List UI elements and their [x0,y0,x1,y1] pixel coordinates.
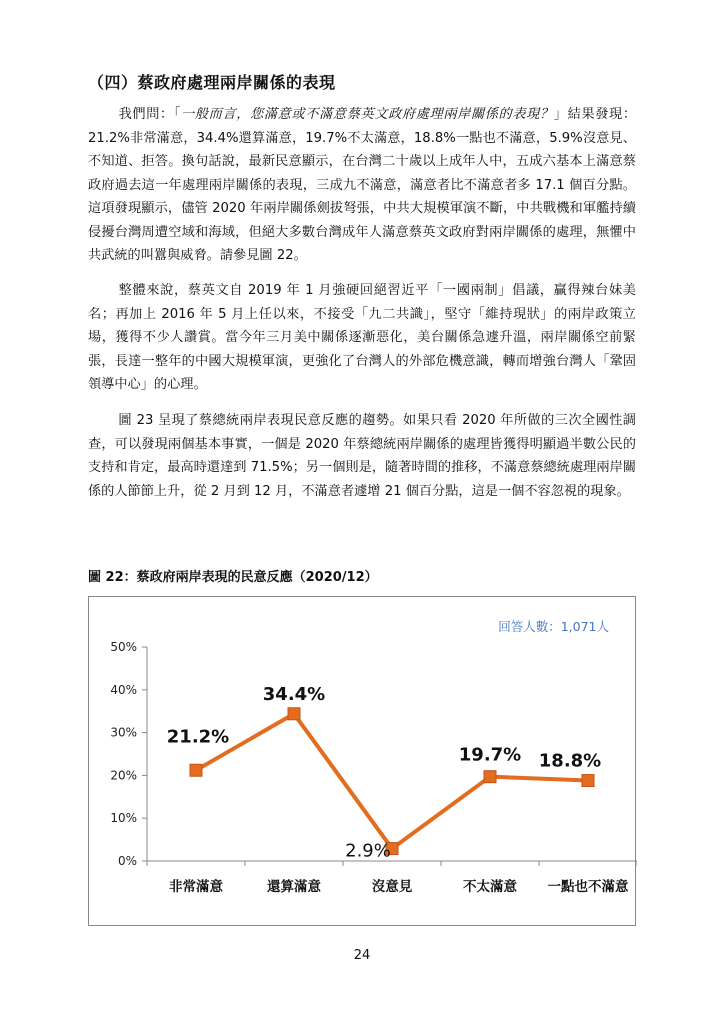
paragraph-1-lead: 我們問：「 [118,107,182,122]
data-label: 19.7% [458,744,522,766]
x-category-label: 非常滿意 [169,879,223,895]
line-chart [89,597,637,927]
y-tick-label: 40% [110,682,137,697]
x-category-label: 還算滿意 [267,879,321,895]
x-category-label: 沒意見 [371,879,413,895]
data-point-marker [190,764,202,776]
page-number: 24 [353,948,371,963]
y-tick-label: 50% [110,640,137,654]
data-label: 18.8% [538,750,602,772]
section-title: （四）蔡政府處理兩岸關係的表現 [88,73,336,92]
paragraph-3 [88,409,636,503]
data-label: 21.2% [166,726,230,748]
survey-question: 一般而言，您滿意或不滿意蔡英文政府處理兩岸關係的表現？ [181,107,554,122]
x-category-label: 一點也不滿意 [547,879,629,895]
chart-frame [88,596,636,926]
paragraph-2-body: 整體來說，蔡英文自 2019 年 1 月強硬回絕習近平「一國兩制」倡議，贏得辣台妹美名；再加上 2016 年 5 月上任以來，不接受「九二共識」，堅守「維持現狀」的兩岸政策立場，獲得不少人讚賞。當今年三月美中關係逐漸惡化，美台關係急遽升溫，兩岸關係空前緊張，長達一整年的中國大規模軍演，更強化了台灣人的外部危機意識，轉而增強台灣人「鞏固領導中心」的心理。 [88,283,636,392]
data-label: 2.9% [345,840,391,862]
paragraph-1-body: 」結果發現：21.2%非常滿意，34.4%還算滿意，19.7%不太滿意，18.8%一點也不滿意，5.9%沒意見、不知道、拒答。換句話說，最新民意顯示，在台灣二十歲以上成年人中，五成六基本上滿意蔡政府過去這一年處理兩岸關係的表現，三成九不滿意，滿意者比不滿意者多 17.1 個百分點。這項發現顯示，儘管 2020 年兩岸關係劍拔弩張，中共大規模軍演不斷，中共戰機和軍艦持續侵擾台灣周遭空域和海域，但絕大多數台灣成年人滿意蔡英文政府對兩岸關係的處理，無懼中共武統的叫囂與威脅。請參見圖 22。 [88,107,637,263]
data-point-marker [582,775,594,787]
data-point-marker [288,708,300,720]
y-tick-label: 30% [110,725,137,740]
y-tick-label: 20% [110,768,137,783]
figure-caption: 圖 22：蔡政府兩岸表現的民意反應（2020/12） [88,570,378,585]
respondent-count-annotation: 回答人數：1,071人 [498,619,609,634]
series-line [196,714,588,849]
paragraph-1 [88,103,636,268]
data-point-marker [484,771,496,783]
data-label: 34.4% [262,683,326,705]
y-tick-label: 10% [110,811,137,826]
x-category-label: 不太滿意 [463,879,517,895]
paragraph-3-body: 圖 23 呈現了蔡總統兩岸表現民意反應的趨勢。如果只看 2020 年所做的三次全國性調查，可以發現兩個基本事實，一個是 2020 年蔡總統兩岸關係的處理皆獲得明顯過半數公民的支持和肯定，最高時還達到 71.5%；另一個則是，隨著時間的推移，不滿意蔡總統處理兩岸關係的人節節上升，從 2 月到 12 月，不滿意者遽增 21 個百分點，這是一個不容忽視的現象。 [88,413,636,499]
y-tick-label: 0% [117,854,137,868]
paragraph-2 [88,279,636,397]
